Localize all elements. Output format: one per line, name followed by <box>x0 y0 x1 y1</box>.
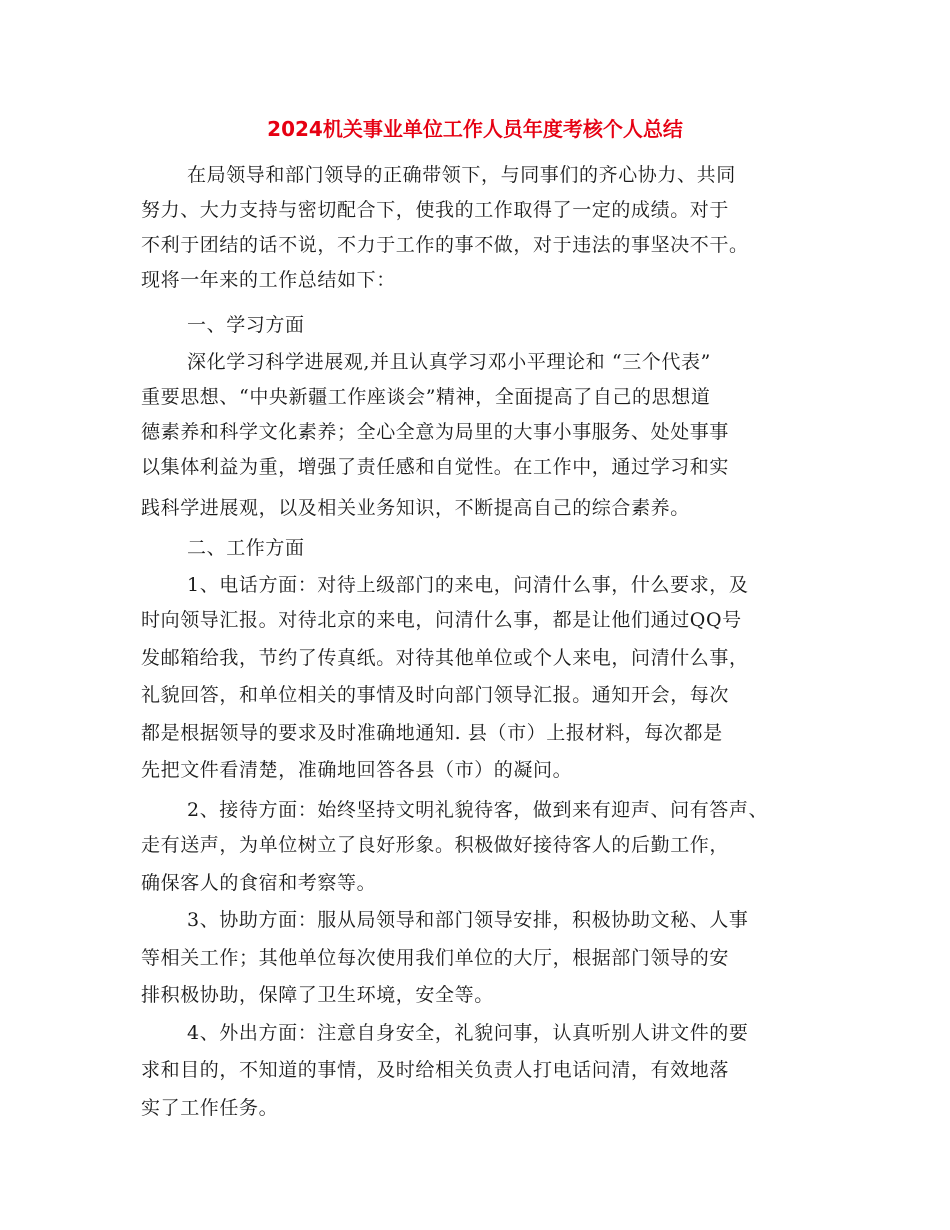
paragraph-line: 都是根据领导的要求及时准确地通知. 县（市）上报材料，每次都是 <box>141 722 723 744</box>
paragraph-line: 践科学进展观，以及相关业务知识，不断提高自己的综合素养。 <box>141 497 690 519</box>
paragraph-line: 德素养和科学文化素养；全心全意为局里的大事小事服务、处处事事 <box>141 421 730 443</box>
paragraph-line: 重要思想、“中央新疆工作座谈会”精神，全面提高了自己的思想道 <box>141 386 711 408</box>
paragraph-line: 深化学习科学进展观,并且认真学习邓小平理论和 “三个代表” <box>187 351 711 373</box>
paragraph-line: 走有送声，为单位树立了良好形象。积极做好接待客人的后勤工作， <box>141 834 730 856</box>
paragraph-line: 确保客人的食宿和考察等。 <box>141 872 377 894</box>
paragraph-line: 求和目的，不知道的事情，及时给相关负责人打电话问清，有效地落 <box>141 1059 730 1081</box>
section-heading: 一、学习方面 <box>187 314 305 336</box>
paragraph-line: 以集体利益为重，增强了责任感和自觉性。在工作中，通过学习和实 <box>141 456 730 478</box>
paragraph-line: 排积极协助，保障了卫生环境，安全等。 <box>141 984 494 1006</box>
paragraph-line: 努力、大力支持与密切配合下，使我的工作取得了一定的成绩。对于 <box>141 199 730 221</box>
document-title: 2024机关事业单位工作人员年度考核个人总结 <box>267 117 683 141</box>
paragraph-line: 等相关工作；其他单位每次使用我们单位的大厅，根据部门领导的安 <box>141 947 730 969</box>
paragraph-line: 2、接待方面：始终坚持文明礼貌待客，做到来有迎声、问有答声、 <box>187 799 769 821</box>
paragraph-line: 发邮箱给我，节约了传真纸。对待其他单位或个人来电，问清什么事， <box>141 647 749 669</box>
paragraph-line: 在局领导和部门领导的正确带领下，与同事们的齐心协力、共同 <box>187 164 736 186</box>
paragraph-line: 现将一年来的工作总结如下： <box>141 269 396 291</box>
paragraph-line: 不利于团结的话不说，不力于工作的事不做，对于违法的事坚决不干。 <box>141 234 749 256</box>
paragraph-line: 1、电话方面：对待上级部门的来电，问清什么事，什么要求，及 <box>187 574 749 596</box>
paragraph-line: 3、协助方面：服从局领导和部门领导安排，积极协助文秘、人事 <box>187 909 749 931</box>
paragraph-line: 实了工作任务。 <box>141 1097 279 1119</box>
paragraph-line: 4、外出方面：注意自身安全，礼貌问事，认真听别人讲文件的要 <box>187 1022 749 1044</box>
paragraph-line: 先把文件看清楚，准确地回答各县（市）的凝问。 <box>141 759 573 781</box>
paragraph-line: 时向领导汇报。对待北京的来电，问清什么事，都是让他们通过QQ号 <box>141 609 742 631</box>
paragraph-line: 礼貌回答，和单位相关的事情及时向部门领导汇报。通知开会，每次 <box>141 684 730 706</box>
section-heading: 二、工作方面 <box>187 537 305 559</box>
